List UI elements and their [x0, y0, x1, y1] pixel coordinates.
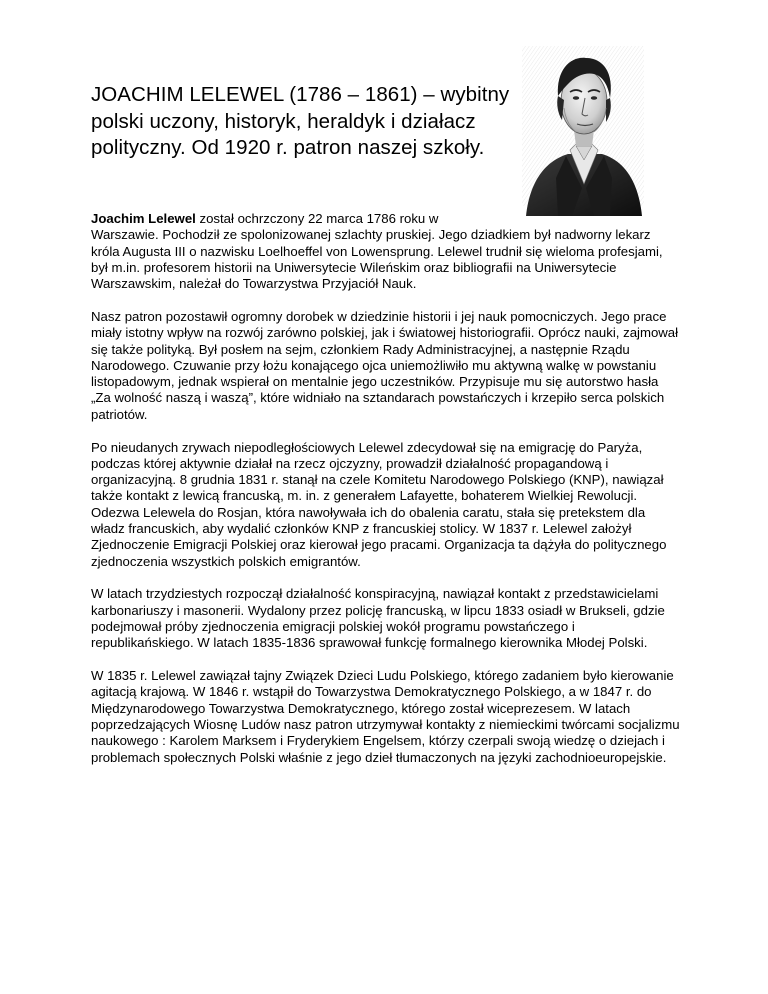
- page-title: JOACHIM LELEWEL (1786 – 1861) – wybitny polski uczony, historyk, heraldyk i działacz polityczny. Od 1920 r. patron naszej szkoły.: [91, 83, 510, 159]
- paragraph-1-lead: został ochrzczony 22 marca 1786 roku w: [195, 211, 439, 226]
- paragraph-1-lede: [91, 211, 511, 227]
- paragraph-1-text: Warszawie. Pochodził ze spolonizowanej szlachty pruskiej. Jego dziadkiem był nadworny lekarz króla Augusta III o nazwisku Loelhoeffel von Lowensprung. Lelewel trudnił się wieloma profesjami, był m.in. profesorem historii na Uniwersytecie Wileńskim oraz bibliografii na Uniwersytecie Warszawskim, należał do Towarzystwa Przyjaciół Nauk.: [91, 227, 663, 292]
- paragraph-5: W 1835 r. Lelewel zawiązał tajny Związek Dzieci Ludu Polskiego, którego zadaniem było kierowanie agitacją krajową. W 1846 r. wstąpił do Towarzystwa Demokratycznego Polskiego, a w 1847 r. do Międzynarodowego Towarzystwa Demokratycznego, którego został wiceprezesem. W latach poprzedzających Wiosnę Ludów nasz patron utrzymywał kontakty z niemieckimi twórcami socjalizmu naukowego : Karolem Marksem i Fryderykiem Engelsem, którzy czerpali swoją wiedzę o dziejach i problemach społecznych Polski właśnie z jego dzieł tłumaczonych na języki zachodnioeuropejskie.: [91, 668, 680, 765]
- portrait-engraving: [520, 38, 646, 218]
- paragraph-1: [91, 211, 681, 292]
- article-body: [91, 211, 681, 782]
- paragraph-4: W latach trzydziestych rozpoczął działalność konspiracyjną, nawiązał kontakt z przedstawicielami karbonariuszy i masonerii. Wydalony przez policję francuską, w lipcu 1833 osiadł w Brukseli, gdzie podejmował próby zjednoczenia emigracji polskiej wokół programu powstańczego i republikańskiego. W latach 1835-1836 sprawował funkcję formalnego kierownika Młodej Polski.: [91, 586, 665, 651]
- subject-name: Joachim Lelewel: [91, 211, 196, 226]
- paragraph-2: Nasz patron pozostawił ogromny dorobek w dziedzinie historii i jej nauk pomocniczych. Jego prace miały istotny wpływ na rozwój zarówno polskiej, jak i światowej historiografii. Oprócz nauki, zajmował się także polityką. Był posłem na sejm, członkiem Rady Administracyjnej, a następnie Rządu Narodowego. Czuwanie przy łożu konającego ojca uniemożliwiło mu aktywną walkę w powstaniu listopadowym, jednak wspierał on mentalnie jego uczestników. Przypisuje mu się autorstwo hasła „Za wolność naszą i waszą”, które widniało na sztandarach powstańczych i krzepiło serca polskich patriotów.: [91, 308, 679, 422]
- paragraph-3: Po nieudanych zrywach niepodległościowych Lelewel zdecydował się na emigrację do Paryża, podczas której aktywnie działał na rzecz ojczyzny, prowadził działalność propagandową i organizacyjną. 8 grudnia 1831 r. stanął na czele Komitetu Narodowego Polskiego (KNP), nawiązał także kontakt z lewicą francuską, m. in. z generałem Lafayette, bohaterem Wielkiej Rewolucji. Odezwa Lelewela do Rosjan, która nawoływała ich do obalenia caratu, stała się pretekstem dla władz francuskich, aby wydalić członków KNP z francuskiej stolicy. W 1837 r. Lelewel założył Zjednoczenie Emigracji Polskiej oraz kierował jego pracami. Organizacja ta dążyła do politycznego zjednoczenia wszystkich polskich emigrantów.: [91, 439, 667, 569]
